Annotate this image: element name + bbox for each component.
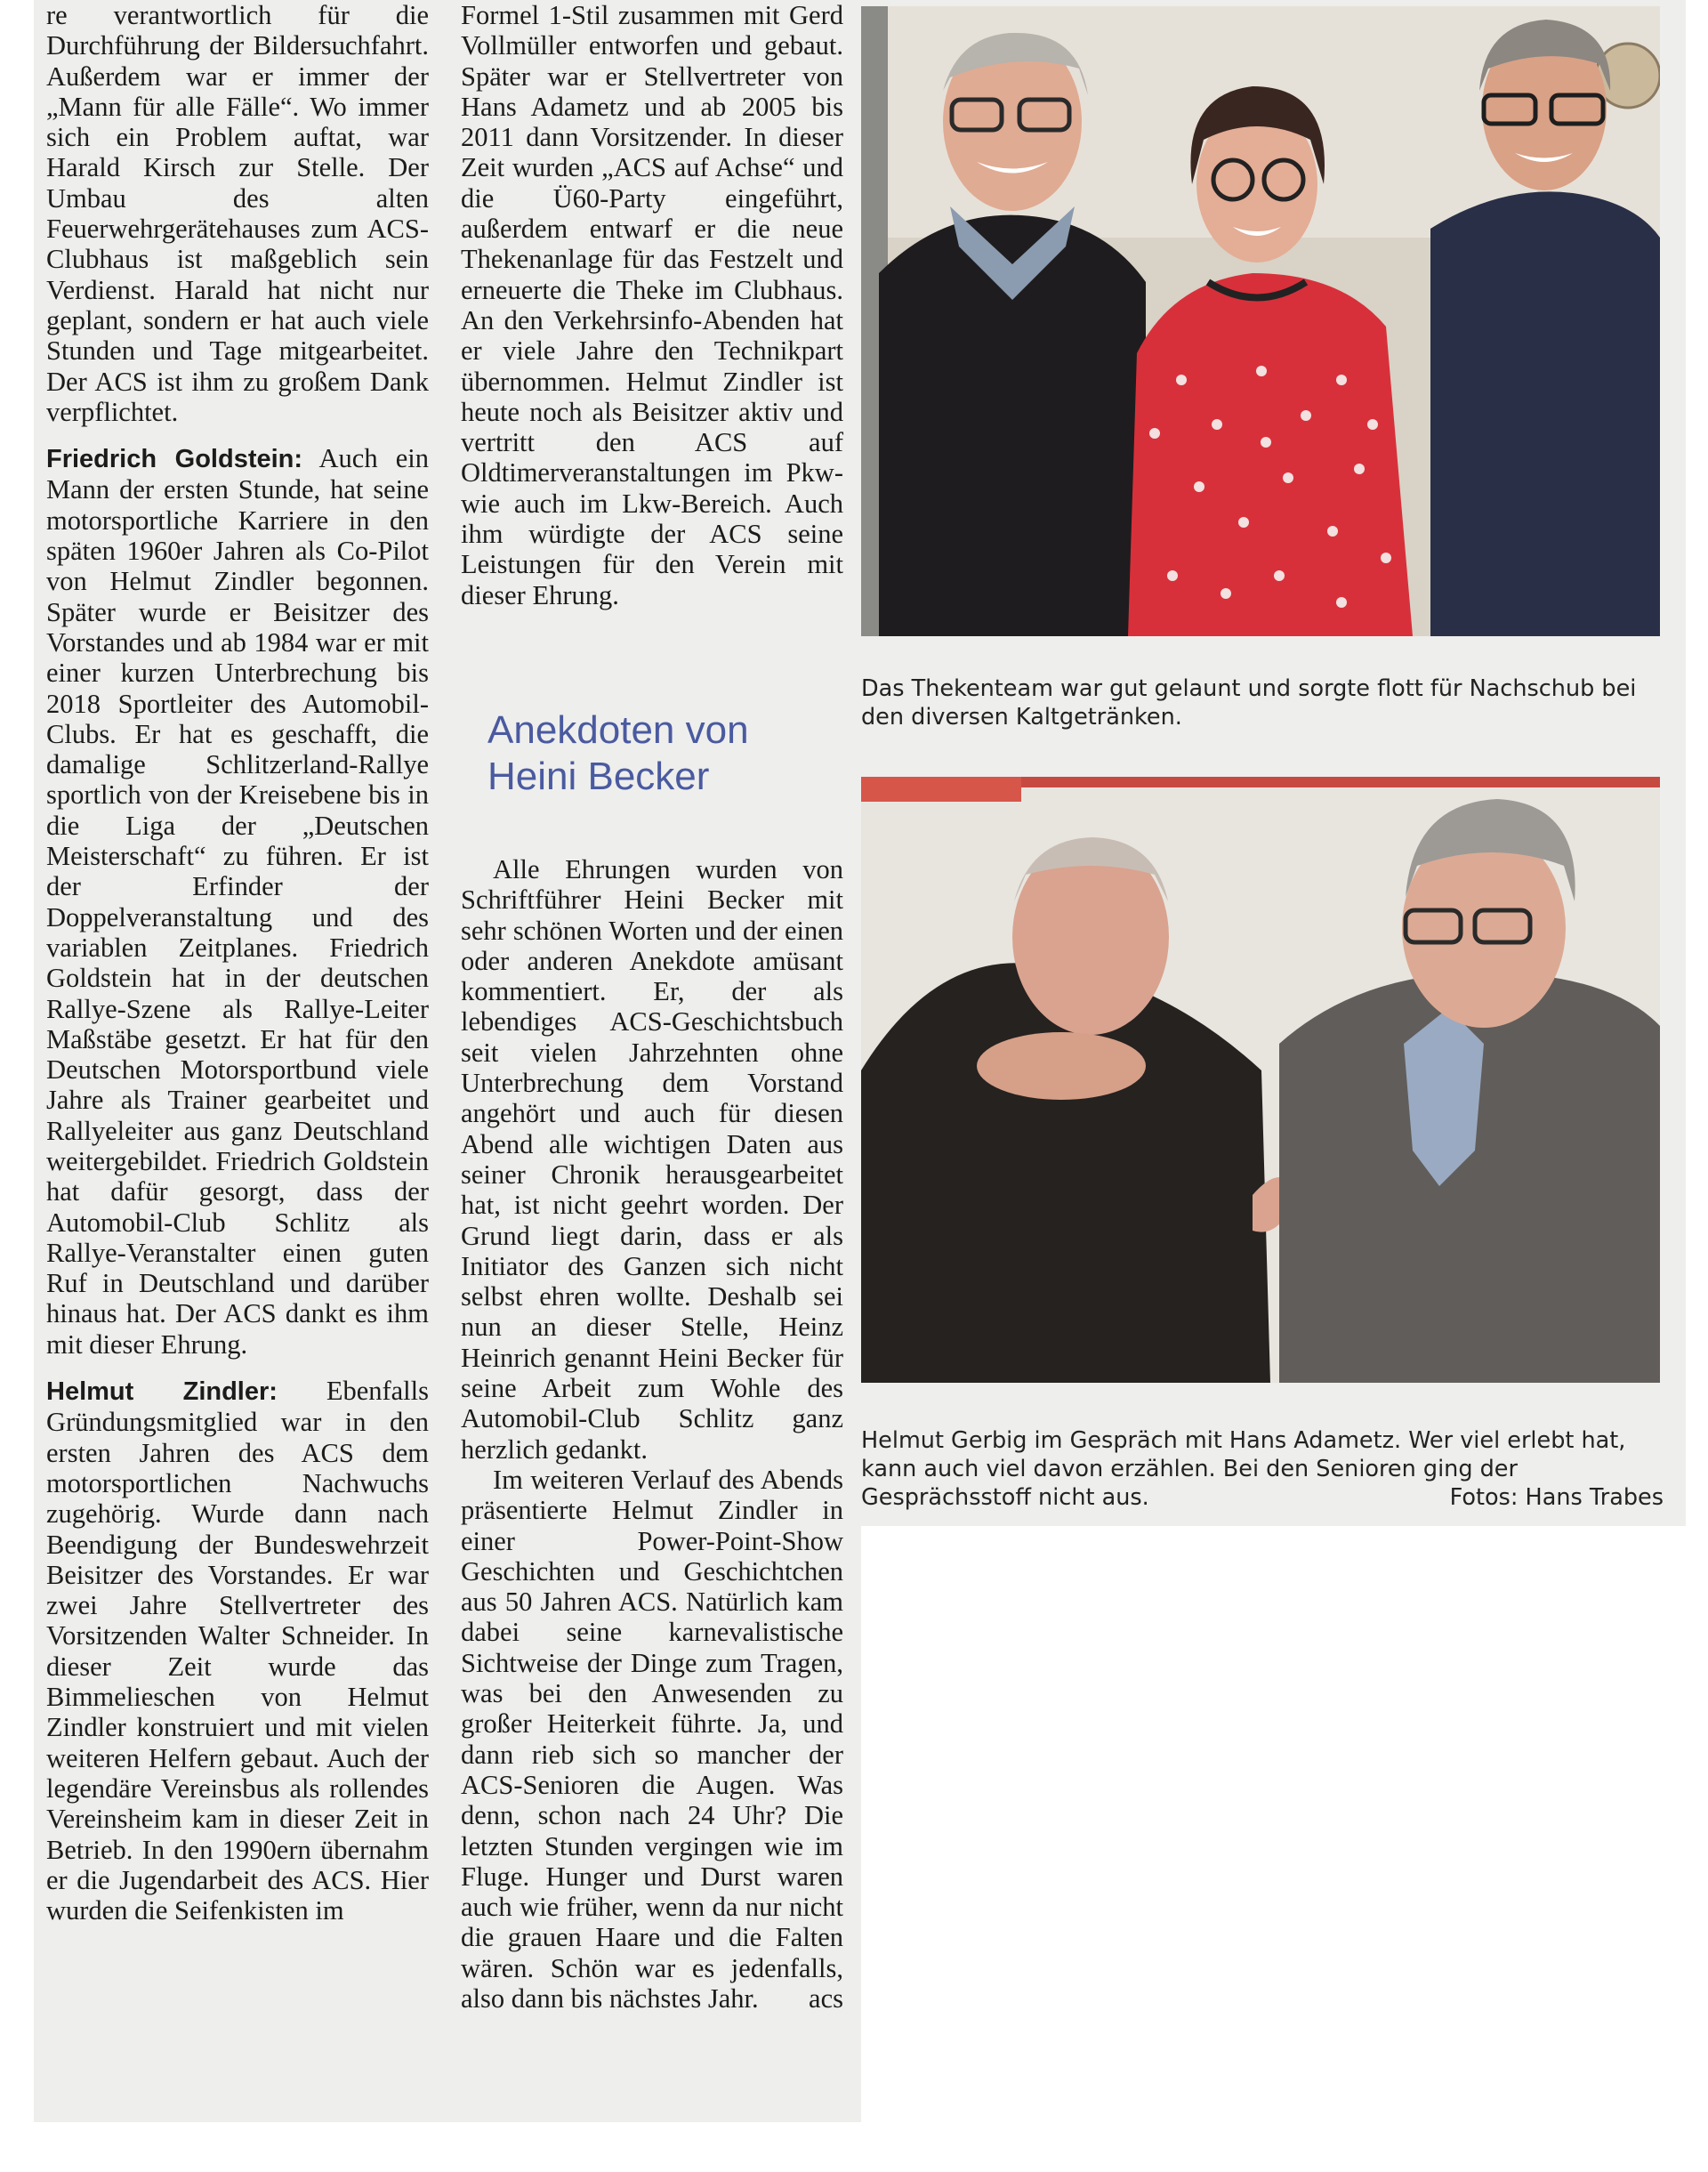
photo-thekenteam-image (861, 6, 1660, 636)
photo-gerbig-adametz (861, 777, 1660, 1383)
paragraph-helmut-zindler (46, 1376, 429, 1926)
paragraph-zindler-continued: Formel 1-Stil zusammen mit Gerd Vollmüller entworfen und gebaut. Später war er Stellvertreter von Hans Adametz und ab 2005 bis 2011 dann Vorsitzender. In dieser Zeit wurden „ACS auf Achse“ und die Ü60-Party eingeführt, außerdem entwarf er die neue Thekenanlage für das Festzelt und erneuerte die Theke im Clubhaus. An den Verkehrsinfo-Abenden hat er viele Jahre den Technikpart übernommen. Helmut Zindler ist heute noch als Beisitzer aktiv und vertritt den ACS auf Oldtimerveranstaltungen im Pkw- wie auch im Lkw-Bereich. Auch ihm würdigte der ACS seine Leistungen für den Verein mit dieser Ehrung. (461, 0, 843, 610)
photo-credit: Fotos: Hans Trabes (1449, 1484, 1664, 1511)
photo-gerbig-adametz-image (861, 777, 1660, 1383)
subheadline: Anekdoten von Heini Becker (487, 708, 749, 798)
paragraph-power-point-show (461, 1465, 843, 2014)
text-helmut-zindler: Ebenfalls Gründungsmitglied war in den ersten Jahren des ACS dem motorsportlichen Nachwuchs zugehörig. Wurde dann nach Beendigung der Bundeswehrzeit Beisitzer des Vorstandes. Er war zwei Jahre Stellvertreter des Vorsitzenden Walter Schneider. In dieser Zeit wurde das Bimmelieschen von Helmut Zindler konstruiert und mit vielen weiteren Helfern gebaut. Auch der legendäre Vereinsbus als rollendes Vereinsheim kam in dieser Zeit in Betrieb. In den 1990ern übernahm er die Jugendarbeit des ACS. Hier wurden die Seifenkisten im (46, 1376, 429, 1926)
paragraph-heini-becker: Alle Ehrungen wurden von Schriftführer Heini Becker mit sehr schönen Worten und der einen oder anderen Anekdote amüsant kommentiert. Er, der als lebendiges ACS-Geschichtsbuch seit vielen Jahrzehnten ohne Unterbrechung dem Vorstand angehört und auch für diesen Abend alle wichtigen Daten aus seiner Chronik herausgearbeitet hat, ist nicht geehrt worden. Der Grund liegt darin, dass er als Initiator des Ganzen sich nicht selbst ehren wollte. Deshalb sei nun an dieser Stelle, Heinz Heinrich genannt Heini Becker für seine Arbeit zum Wohle des Automobil-Club Schlitz ganz herzlich gedankt. (461, 854, 843, 1465)
text-friedrich-goldstein: Auch ein Mann der ersten Stunde, hat seine motorsportliche Karriere in den späten 1960er Jahren als Co-Pilot von Helmut Zindler begonnen. Später wurde er Beisitzer des Vorstandes und ab 1984 war er mit einer kurzen Unterbrechung bis 2018 Sportleiter des Automobil-Clubs. Er hat es geschafft, die damalige Schlitzerland-Rallye sportlich von der Kreisebene bis in die Liga der „Deutschen Meisterschaft“ zu führen. Er ist der Erfinder der Doppelveranstaltung und des variablen Zeitplanes. Friedrich Goldstein hat in der deutschen Rallye-Szene als Rallye-Leiter Maßstäbe gesetzt. Er hat für den Deutschen Motorsportbund viele Jahre als Trainer gearbeitet und Rallyeleiter aus ganz Deutschland weitergebildet. Friedrich Goldstein hat dafür gesorgt, dass der Automobil-Club Schlitz als Rallye-Veranstalter einen guten Ruf in Deutschland und darüber hinaus hat. Der ACS dankt es ihm mit dieser Ehrung. (46, 443, 429, 1360)
caption-text: Helmut Gerbig im Gespräch mit Hans Adametz. Wer viel erlebt hat, kann auch viel davon erzählen. Bei den Senioren ging der Gesprächsstoff nicht aus. (861, 1427, 1626, 1511)
name-helmut-zindler: Helmut Zindler: (46, 1377, 278, 1407)
photo-thekenteam (861, 6, 1660, 636)
article-column-1 (46, 0, 429, 1926)
author-signature: acs (809, 1982, 843, 2014)
text-power-point-show: Im weiteren Verlauf des Abends präsentierte Helmut Zindler in einer Power-Point-Show Geschichten und Geschichtchen aus 50 Jahren ACS. Natürlich kam dabei seine karnevalistische Sichtweise der Dinge zum Tragen, was bei den Anwesenden zu großer Heiterkeit führte. Ja, und dann rieb sich so mancher der ACS-Senioren die Augen. Was denn, schon nach 24 Uhr? Die letzten Stunden vergingen wie im Fluge. Hunger und Durst waren auch wie früher, wenn da nur nicht die grauen Haare und die Falten wären. Schön war es jedenfalls, also dann bis nächstes Jahr. (461, 1464, 843, 2014)
caption-gerbig-adametz (861, 1426, 1664, 1512)
article-column-2 (461, 0, 843, 610)
paragraph-friedrich-goldstein (46, 443, 429, 1360)
caption-thekenteam: Das Thekenteam war gut gelaunt und sorgte flott für Nachschub bei den diversen Kaltgetränken. (861, 675, 1637, 731)
name-friedrich-goldstein: Friedrich Goldstein: (46, 445, 303, 474)
article-column-2-lower (461, 854, 843, 2014)
paragraph-harald-kirsch: re verantwortlich für die Durchführung der Bildersuchfahrt. Außerdem war er immer der „Mann für alle Fälle“. Wo immer sich ein Problem auftat, war Harald Kirsch zur Stelle. Der Umbau des alten Feuerwehrgerätehauses zum ACS-Clubhaus ist maßgeblich sein Verdienst. Harald hat nicht nur geplant, sondern er hat auch viele Stunden und Tage mitgearbeitet. Der ACS ist ihm zu großem Dank verpflichtet. (46, 0, 429, 427)
